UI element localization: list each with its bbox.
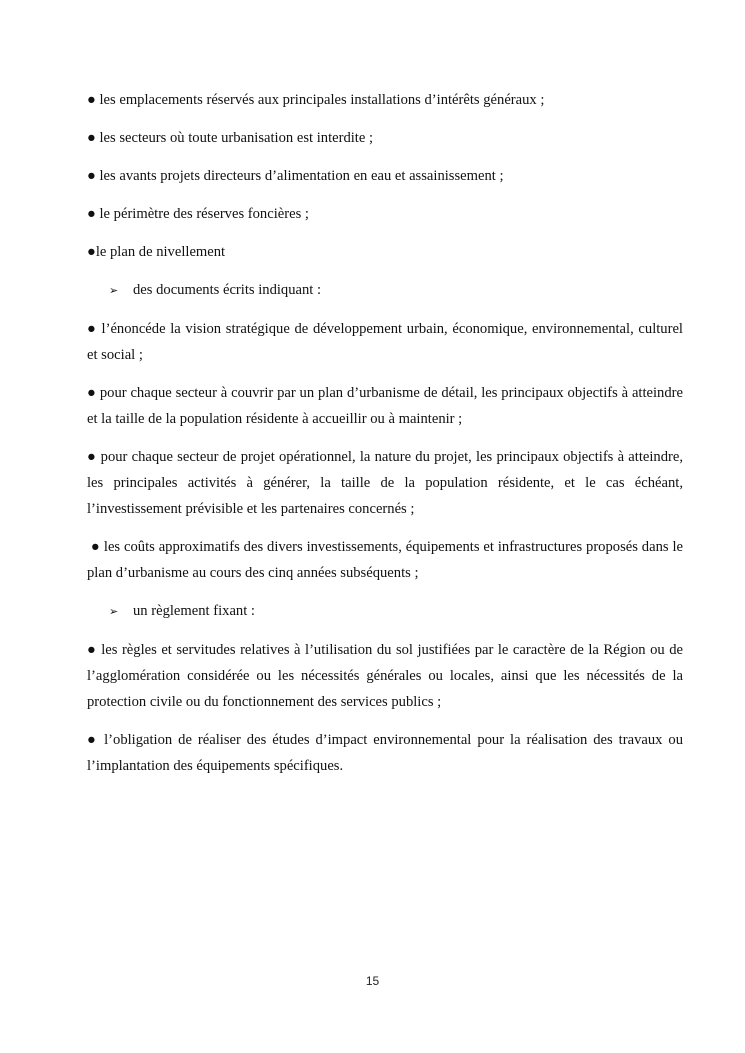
list-item-text: les avants projets directeurs d’alimentation en eau et assainissement ; bbox=[99, 168, 504, 184]
list-item bbox=[87, 125, 683, 151]
list-item-text: les secteurs où toute urbanisation est interdite ; bbox=[99, 130, 374, 146]
list-item bbox=[87, 163, 683, 189]
list-item-text: les règles et servitudes relatives à l’utilisation du sol justifiées par le caractère de la Région ou de l’agglomération considérée ou les nécessités générales ou locales, ainsi que les nécessités de la protection civile ou du fonctionnement des services publics ; bbox=[87, 642, 683, 710]
list-item bbox=[87, 201, 683, 227]
sub-heading-text: un règlement fixant : bbox=[133, 603, 255, 619]
list-item bbox=[87, 239, 683, 265]
bullet-icon: ● bbox=[90, 539, 100, 555]
list-item bbox=[87, 534, 683, 586]
document-body bbox=[87, 87, 683, 779]
bullet-icon: ● bbox=[87, 92, 96, 108]
bullet-icon: ● bbox=[87, 321, 97, 337]
bullet-icon: ● bbox=[87, 449, 97, 465]
list-item bbox=[87, 316, 683, 368]
sub-heading-text: des documents écrits indiquant : bbox=[133, 282, 322, 298]
sub-heading bbox=[87, 598, 683, 625]
list-item-text: l’énoncéde la vision stratégique de développement urbain, économique, environnemental, culturel et social ; bbox=[87, 321, 683, 363]
arrow-bullet-icon: ➢ bbox=[109, 605, 119, 618]
list-item-text: le plan de nivellement bbox=[95, 244, 226, 260]
list-item-text: les emplacements réservés aux principales installations d’intérêts généraux ; bbox=[99, 92, 545, 108]
list-item-text: l’obligation de réaliser des études d’impact environnemental pour la réalisation des travaux ou l’implantation des équipements spécifiques. bbox=[87, 732, 683, 774]
bullet-icon: ● bbox=[87, 732, 99, 748]
list-item-text: pour chaque secteur de projet opérationnel, la nature du projet, les principaux objectifs à atteindre, les principales activités à générer, la taille de la population résidente, et le cas échéant, l’investissement prévisible et les partenaires concernés ; bbox=[87, 449, 683, 517]
bullet-icon: ● bbox=[87, 206, 96, 222]
list-item-text: pour chaque secteur à couvrir par un plan d’urbanisme de détail, les principaux objectifs à atteindre et la taille de la population résidente à accueillir ou à maintenir ; bbox=[87, 385, 683, 427]
sub-heading bbox=[87, 277, 683, 304]
bullet-icon: ● bbox=[87, 385, 97, 401]
list-item bbox=[87, 637, 683, 715]
list-item bbox=[87, 87, 683, 113]
page-number: 15 bbox=[365, 974, 380, 988]
bullet-icon: ● bbox=[87, 130, 96, 146]
bullet-icon: ● bbox=[87, 642, 97, 658]
arrow-bullet-icon: ➢ bbox=[109, 284, 119, 297]
bullet-icon: ● bbox=[87, 244, 96, 260]
list-item-text: les coûts approximatifs des divers investissements, équipements et infrastructures proposés dans le plan d’urbanisme au cours des cinq années subséquents ; bbox=[87, 539, 683, 581]
list-item bbox=[87, 444, 683, 522]
bullet-icon: ● bbox=[87, 168, 96, 184]
list-item bbox=[87, 380, 683, 432]
list-item bbox=[87, 727, 683, 779]
list-item-text: le périmètre des réserves foncières ; bbox=[99, 206, 309, 222]
